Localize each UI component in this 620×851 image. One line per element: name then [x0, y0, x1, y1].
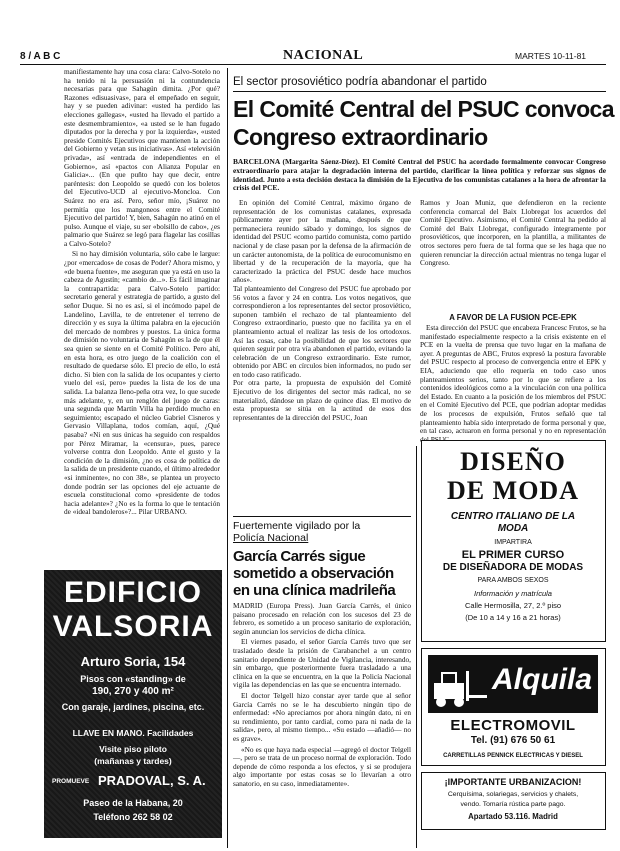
ad-address: Calle Hermosilla, 27, 2.º piso [464, 601, 562, 610]
column-divider [227, 68, 228, 848]
ad-word: Alquila [492, 663, 593, 696]
article-kicker-line1: Fuertemente vigilado por la [233, 520, 361, 532]
article-kicker: El sector prosoviético podría abandonar el partido [233, 76, 487, 88]
ad-brand: ELECTROMOVIL [450, 717, 576, 734]
header-rule [20, 64, 606, 65]
ad-line: 190, 270 y 400 m² [92, 686, 174, 697]
ad-line: (mañanas y tardes) [94, 756, 172, 766]
alquila-ad [421, 648, 606, 766]
column-divider [416, 446, 417, 848]
left-column-paragraph: Si no hay dimisión voluntaria, sólo cabe le largue: ¿por «mercados» de cosas de Poder? Ahora mismo, y «de buena fuente», me aseguran que ya está en uso la cabeza de Agustín; «cambio de...». Es fácil imaginar la contrapartida: para Calvo-Sotelo partido: secretario general y estrategia de partido, a gusto del señor Duque. Si no es así, si el incómodo papel de Landelino, Lavilla, te de entretener el terreno de dirección y es suya la última palabra en la ejecución del mercado de nombres y puestos. La única forma de dimisión no voluntaria de Sahagún es la de que él sea quien se siente en el Comité Político. Pero ahí, en esta hora, es otro juego de la coalición con el resultado de quedarse sólo. El precio de ello, lo está dicho. Si bien con la salida de los ocupantes y cierto vuelo del «sí, pero» puedes la lista de los de una salida. La balanza lleno-peña otra vez, lo que sucede más adelante, y, en un renglón del juego de caras: una segunda que Martín Villa ha perdido mucho en seguimiento; escapado el núcleo Gabriel Cisneros y Gervasio Villaplana, todos comían, aquí, ¿Qué pasaba? «Ni en sus únicas ha seguido con respaldos por Pérez Miramar, la «censura», pues, parece volverse contra don Leopoldo. Ante el gusto y la condición de la dimisión, ¿no es cosa de política de la salida de un presidente cuando, el último alrededor «si inminente», no con 38», se plantea un proyecto donde podrán ser las opciones del eje actuante de escuela constitucional como «presidente de todos hacia adelante»? ¿No es la forma lo que le tentación de «ideal bandoleros»?... Pilar URBANO. [64, 249, 220, 517]
ad-phone-prefix: Tel. [470, 735, 488, 746]
ad-phone: (91) 676 50 61 [490, 735, 556, 746]
article-lead [233, 158, 606, 193]
article-dateline: MADRID (Europa Press). [233, 601, 315, 610]
article-headline-line2: Congreso extraordinario [233, 124, 488, 150]
ad-title-line1: EDIFICIO [63, 576, 202, 609]
ad-title-line2: DE MODA [447, 476, 579, 505]
article-dateline: BARCELONA (Margarita Sáenz-Díez). [233, 157, 360, 166]
section-rule [233, 516, 411, 517]
ad-promoter-label: PROMUEVE [52, 778, 90, 785]
ad-sexes: PARA AMBOS SEXOS [477, 577, 549, 584]
article-column-2b: Esta dirección del PSUC que encabeza Francesc Frutos, se ha manifestado especialmente respecto a la crisis existente en el PCE en la vuelta de prensa que tuvo lugar en la mañana de ayer. A preguntas de ABC, Frutos expresó la postura favorable del PSUC respecto al proceso de convergencia entre el EPK y EIA, aduciendo que ello requería en todo caso unos planteamientos serios, tanto por lo que se refiere a los contenidos ideológicos como a la vinculación con una política del Estado. En cuanto a la posición de los miembros del PSUC en el Comité Ejecutivo del PCE, que podrían adoptar medidas de los procesos de expulsión, Frutos señaló que tal planteamiento había sido interpretado de forma personal y que, en tal caso, actuaron en forma personal y no en representación [420, 323, 606, 436]
left-column-paragraph: manifiestamente hay una cosa clara: Calvo-Sotelo no ha tenido ni la persuasión ni la contundencia necesarias para que Sahagún dimita. ¿Por qué? Razones «disuasivas», para el empeñado en seguir, hay y se pueden adivinar: «usted ha perdido las elecciones gallegas», «usted ha llevado el partido a este desmembramiento», «a usted se le han fugado diputados por la derecha y por la izquierda», «usted preside Comités Ejecutivos que mantienen la acción del Gobierno y vetan sus iniciativas». Así «televisión privada», así «entrada de independientes en el Gobierno», así «pactos con Alianza Popular en Galicia»... (En que puñto hay que decir, entre paréntesis: don Leopoldo se quedó con los boletos del Ejecutivo-UCD al ejecutivo-Moncloa. Con Suárez no era así. Pero, señor mío, ¡Suárez no permitía que los mangoneos entre el Comité Ejecutivo del partido! Y, bien, Sahagún no atinó en el pulso. Aunque el viaje, su ser «bolsillo de cabo», ¿es palmario que Suárez se legó para flagelar las cosillas a Calvo-Sotelo? [64, 67, 220, 248]
ad-school-line1: CENTRO ITALIANO DE LA [450, 511, 576, 522]
left-column-article [64, 68, 220, 552]
article-headline-line1: El Comité Central del PSUC convoca [233, 96, 614, 122]
article-kicker-line2: Policía Nacional [233, 532, 309, 544]
ad-line: LLAVE EN MANO. Facilidades [72, 728, 194, 738]
ad-line: Apartado 53.116. Madrid [468, 812, 558, 821]
ad-phone-line [422, 735, 604, 746]
urbanizacion-ad [421, 772, 606, 830]
ad-title-line2: VALSORIA [52, 610, 214, 643]
ad-title-line1: DISEÑO [460, 447, 566, 476]
ad-school-line2: MODA [497, 523, 529, 534]
moda-ad [421, 440, 606, 642]
article-headline: García Carrés sigue sometido a observación en una clínica madrileña [233, 548, 396, 599]
ad-line: Pisos con «standing» de [80, 674, 186, 684]
article-lead-text: El Comité Central del PSUC ha acordado formalmente convocar Congreso extraordinario para atajar la degradación interna del partido, clarificar la línea política y reforzar sus signos de identidad. Junto a esta decisión destaca la dimisión de la Ejecutiva de los comunistas catalanes a la hora de afrontar la crisis del PCE. [233, 157, 606, 193]
valsoria-ad [44, 570, 222, 838]
ad-title: ¡IMPORTANTE URBANIZACION! [444, 777, 582, 787]
page-number: 8 / A B C [20, 51, 61, 62]
kicker-rule [233, 91, 606, 92]
article-paragraph: «No es que haya nada especial —agregó el doctor Telgell—, pero se trata de un proceso normal de exploración. Todo depende de cómo responda a los efectos, y si se produjera algo importante por estas cosas se lo llevarían a otro sanatorio, en su caso, inmediatamente». [233, 744, 411, 788]
article-paragraph: MADRID (Europa Press). Juan García Carrés, el único paisano procesado en relación con los sucesos del 23 de febrero, es sometido a un proceso sanitario de exploración, según anuncian los servicios de dicha clínica. [233, 601, 412, 636]
article-paragraph: El viernes pasado, el señor García Carrés tuvo que ser trasladado desde la prisión de Carabanchel a un centro sanitario dependiente de Unidad de Vigilancia, interesando, sin embargo, que posteriormente fuera trasladado a una clínica en la que se encuentra, en la que la Policía Nacional vigila las dependencias en las que se encuentra internado. [233, 637, 411, 690]
article-column-2: Ramos y Joan Muniz, que defendieron en la reciente conferencia comarcal del Baix Llobregat los acuerdos del Comité Ejecutivo. Asimismo, el Comité Central ha pedido al Comité del Baix Llobregat, configurado íntegramente por prosoviéticos, que incorporen, en la plantilla, a militantes de otros sectores pero fuera de tal forma que se les haga que no quieren renunciar la dirección actual mientras no tenga lugar el Congreso. [420, 198, 606, 268]
ad-imparte: IMPARTIRA [494, 539, 532, 546]
ad-line: vendo. Tomaría rústica parte pago. [460, 801, 566, 808]
ad-line: Con garaje, jardines, piscina, etc. [61, 702, 205, 712]
forklift-icon [432, 669, 490, 709]
section-title: NACIONAL [283, 48, 364, 63]
ad-line: Visite piso piloto [99, 744, 167, 754]
article-paragraph: El doctor Telgell hizo constar ayer tarde que al señor García Carrés no se le ha descubierto ningún tipo de enfermedad: «No apreciamos por ahora ningún dato, ni en su rendimiento, por tanto cardial, como para ni nada de la salida», pero, al mismo tiempo... «Su estado —añadió— no es grave». [233, 690, 411, 743]
ad-course-line2: DE DISEÑADORA DE MODAS [442, 562, 584, 573]
issue-date: MARTES 10-11-81 [515, 51, 587, 61]
ad-line: Cerquísima, solariegas, servicios y chalets, [447, 791, 579, 798]
ad-hours: (De 10 a 14 y 16 a 21 horas) [465, 613, 561, 622]
ad-info: Información y matrícula [474, 589, 552, 598]
ad-footer: CARRETILLAS PENNICK ELECTRICAS Y DIESEL [443, 753, 583, 759]
ad-phone: Teléfono 262 58 02 [93, 812, 173, 822]
ad-address: Arturo Soria, 154 [80, 654, 186, 669]
article-subhead: A FAVOR DE LA FUSION PCE-EPK [449, 313, 577, 322]
ad-promoter: PRADOVAL, S. A. [98, 773, 206, 788]
article-column-1: En opinión del Comité Central, máximo órgano de representación de los comunistas catalanes, expresada públicamente ayer por la mañana, después de que permaneciera reunido sábado y domingo, los signos de identidad del PSUC «como partido comunista, como partido nacional y de clase pasan por la defensa de la afirmación de un carácter autonomista, de la política de eurocomunismo en libertad y de la recuperación de la mayoría, que ha caracterizado la práctica del PSUC desde hace muchos años». Tal planteamiento del Congreso del PSUC fue aprobado por 56 votos a favor y 24 en contra. Los votos negativos, que correspondieron a los representantes del sector prosoviético, suponen también el rechazo de tal planteamiento del Congreso extraordinario, puesto que no facilita ya en el planteamiento actual el realizar las tesis de los ortodoxos. Así las cosas, cabe la posibilidad de que los sectores que quieren seguir por otra vía abandonen el partido, evitando la celebración de un Congreso extraordinario. Este rumor, obtenido por ABC en círculos bien informados, no pudo ser en todo caso ratificado. Por otra parte, la propuesta de expulsión del Comité Ejecutivo de los dirigentes del sector más radical, no se materializó, dándose un plazo de quince días. El motivo de esta propuesta se sitúa en la actitud de esos dos representantes de la dirección del PSUC, Joan [233, 198, 411, 422]
article-body [233, 602, 411, 844]
ad-course-line1: EL PRIMER CURSO [461, 549, 565, 561]
ad-promoter-address: Paseo de la Habana, 20 [83, 798, 183, 808]
